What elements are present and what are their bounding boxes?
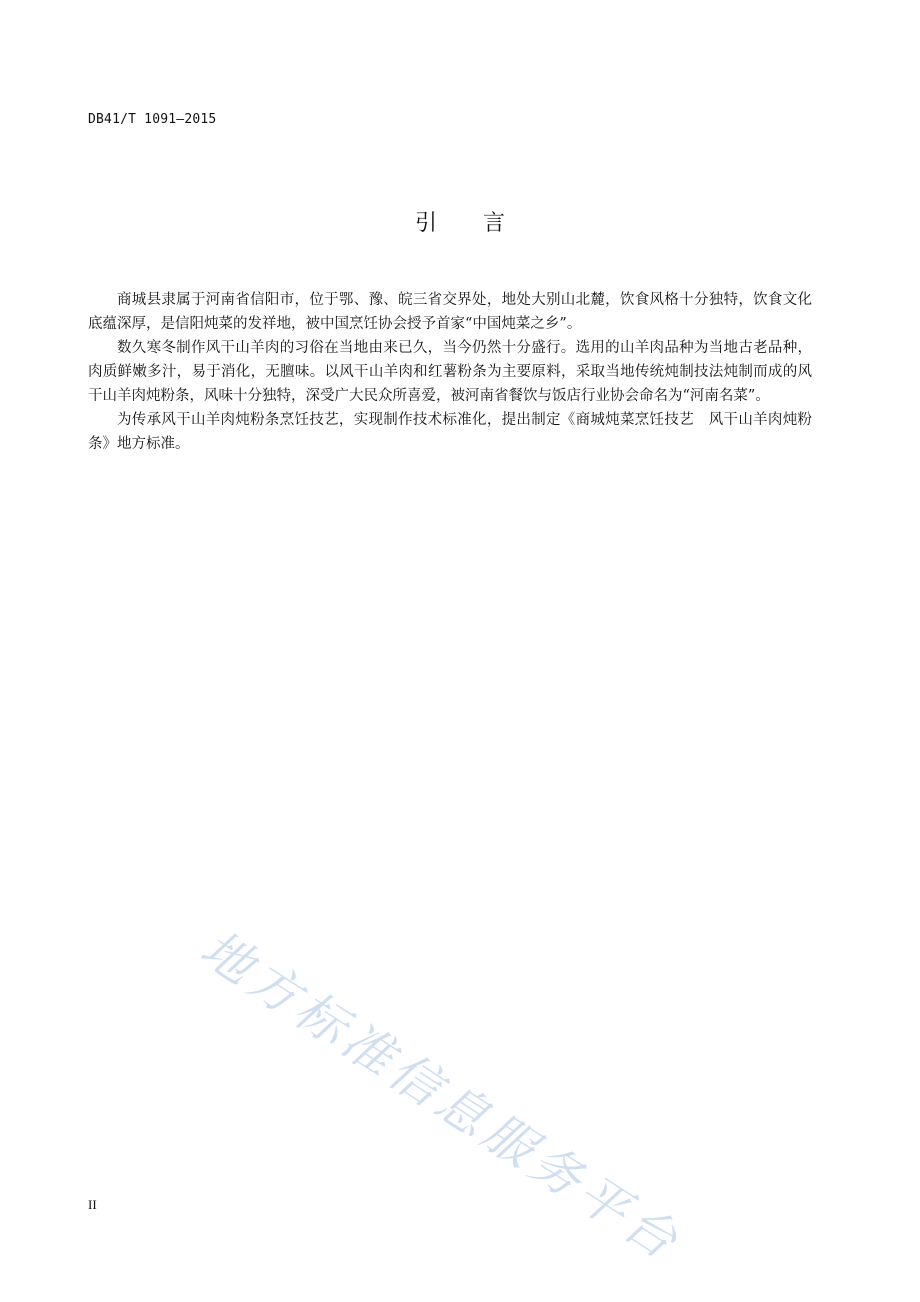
section-title-char-1: 引 [414, 211, 437, 236]
page-number: II [88, 1197, 97, 1212]
standard-code: DB41/T 1091—2015 [88, 112, 217, 127]
section-title-char-2: 言 [483, 211, 506, 236]
section-title [0, 206, 920, 237]
paragraph: 数久寒冬制作风干山羊肉的习俗在当地由来已久，当今仍然十分盛行。选用的山羊肉品种为当地古老品种，肉质鲜嫩多汁，易于消化，无膻味。以风干山羊肉和红薯粉条为主要原料，采取当地传统炖制技法炖制而成的风干山羊肉炖粉条，风味十分独特，深受广大民众所喜爱，被河南省餐饮与饭店行业协会命名为“河南名菜”。 [88, 340, 812, 404]
introduction-body [88, 288, 812, 456]
watermark: 地方标准信息服务平台 [190, 919, 692, 1273]
paragraph: 商城县隶属于河南省信阳市，位于鄂、豫、皖三省交界处，地处大别山北麓，饮食风格十分独特，饮食文化底蕴深厚，是信阳炖菜的发祥地，被中国烹饪协会授予首家“中国炖菜之乡”。 [88, 292, 812, 332]
paragraph: 为传承风干山羊肉炖粉条烹饪技艺，实现制作技术标准化，提出制定《商城炖菜烹饪技艺 风干山羊肉炖粉条》地方标准。 [88, 412, 812, 452]
